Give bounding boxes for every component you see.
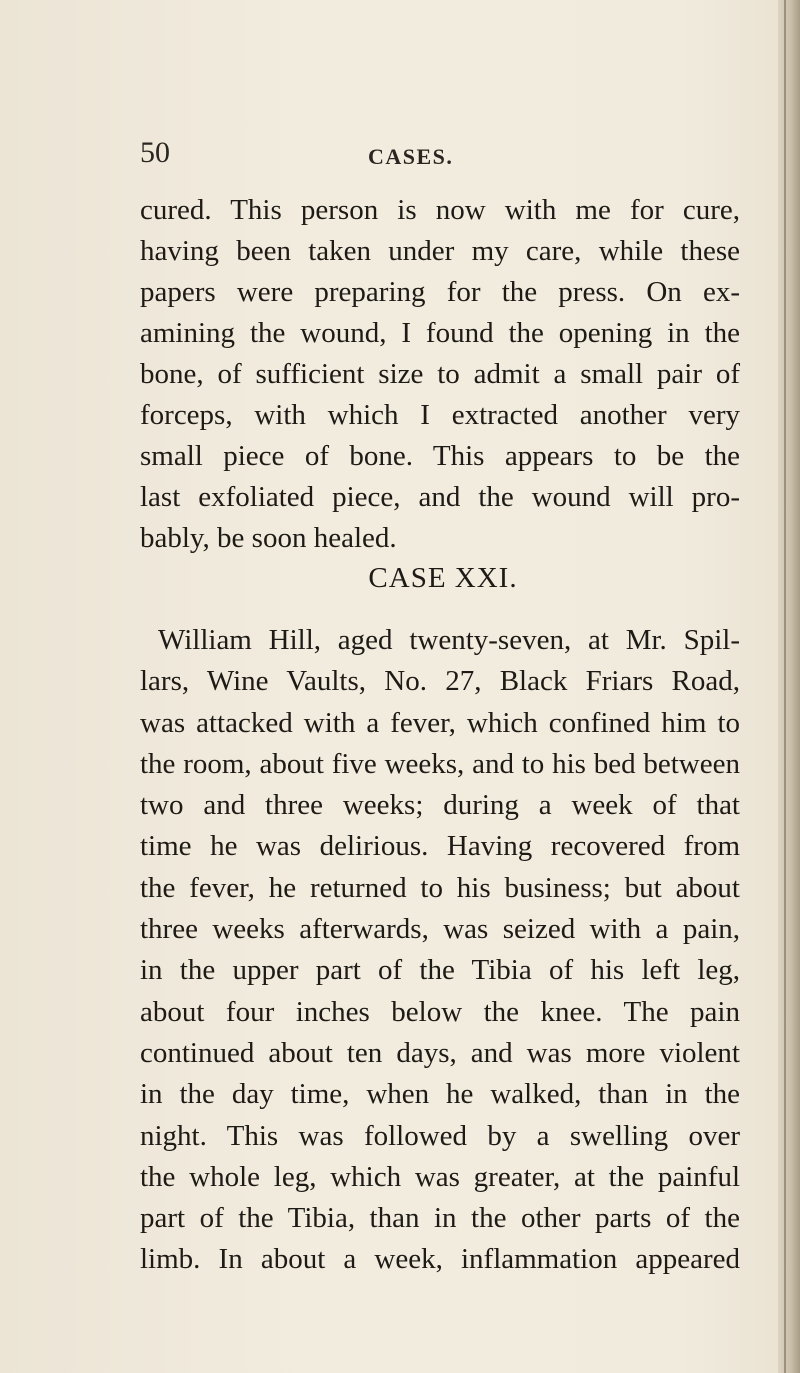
- text-line: in the day time, when he walked, than in the: [140, 1078, 740, 1111]
- text-line: forceps, with which I extracted another very: [140, 399, 740, 431]
- text-line: the whole leg, which was greater, at the painful: [140, 1160, 740, 1193]
- text-line: in the upper part of the Tibia of his left leg,: [140, 954, 740, 987]
- running-title: CASES.: [368, 144, 454, 169]
- page-edge-line: [784, 0, 786, 1373]
- text-line: about four inches below the knee. The pain: [140, 995, 740, 1028]
- text-line: time he was delirious. Having recovered from: [140, 830, 740, 863]
- text-line: bone, of sufficient size to admit a small pair of: [140, 358, 740, 390]
- running-head: [140, 135, 740, 175]
- text-line: lars, Wine Vaults, No. 27, Black Friars Road,: [140, 665, 740, 698]
- text-line: the fever, he returned to his business; but about: [140, 871, 740, 904]
- text-line: part of the Tibia, than in the other parts of the: [140, 1202, 740, 1235]
- case-heading: [140, 560, 740, 596]
- text-line: bably, be soon healed.: [140, 522, 397, 554]
- text-line: was attacked with a fever, which confined him to: [140, 706, 740, 739]
- text-line: night. This was followed by a swelling over: [140, 1119, 740, 1152]
- page-number: 50: [140, 136, 170, 169]
- text-line: having been taken under my care, while these: [140, 235, 740, 267]
- text-line: last exfoliated piece, and the wound will pro-: [140, 481, 740, 513]
- text-line: the room, about five weeks, and to his bed between: [140, 747, 740, 780]
- text-line: continued about ten days, and was more violent: [140, 1036, 740, 1069]
- paragraph-continuation: [140, 190, 740, 559]
- text-line: limb. In about a week, inflammation appeared: [140, 1243, 740, 1276]
- text-line: three weeks afterwards, was seized with a pain,: [140, 913, 740, 946]
- text-line: cured. This person is now with me for cure,: [140, 194, 740, 226]
- text-line: small piece of bone. This appears to be the: [140, 440, 740, 472]
- case-heading-text: CASE XXI.: [368, 562, 518, 594]
- text-line: two and three weeks; during a week of that: [140, 789, 740, 822]
- paragraph-case-xxi: [140, 620, 740, 1281]
- page-edge: [778, 0, 800, 1373]
- text-line: amining the wound, I found the opening in the: [140, 317, 740, 349]
- text-line: papers were preparing for the press. On ex-: [140, 276, 740, 308]
- text-line: William Hill, aged twenty-seven, at Mr. Spil-: [158, 624, 740, 656]
